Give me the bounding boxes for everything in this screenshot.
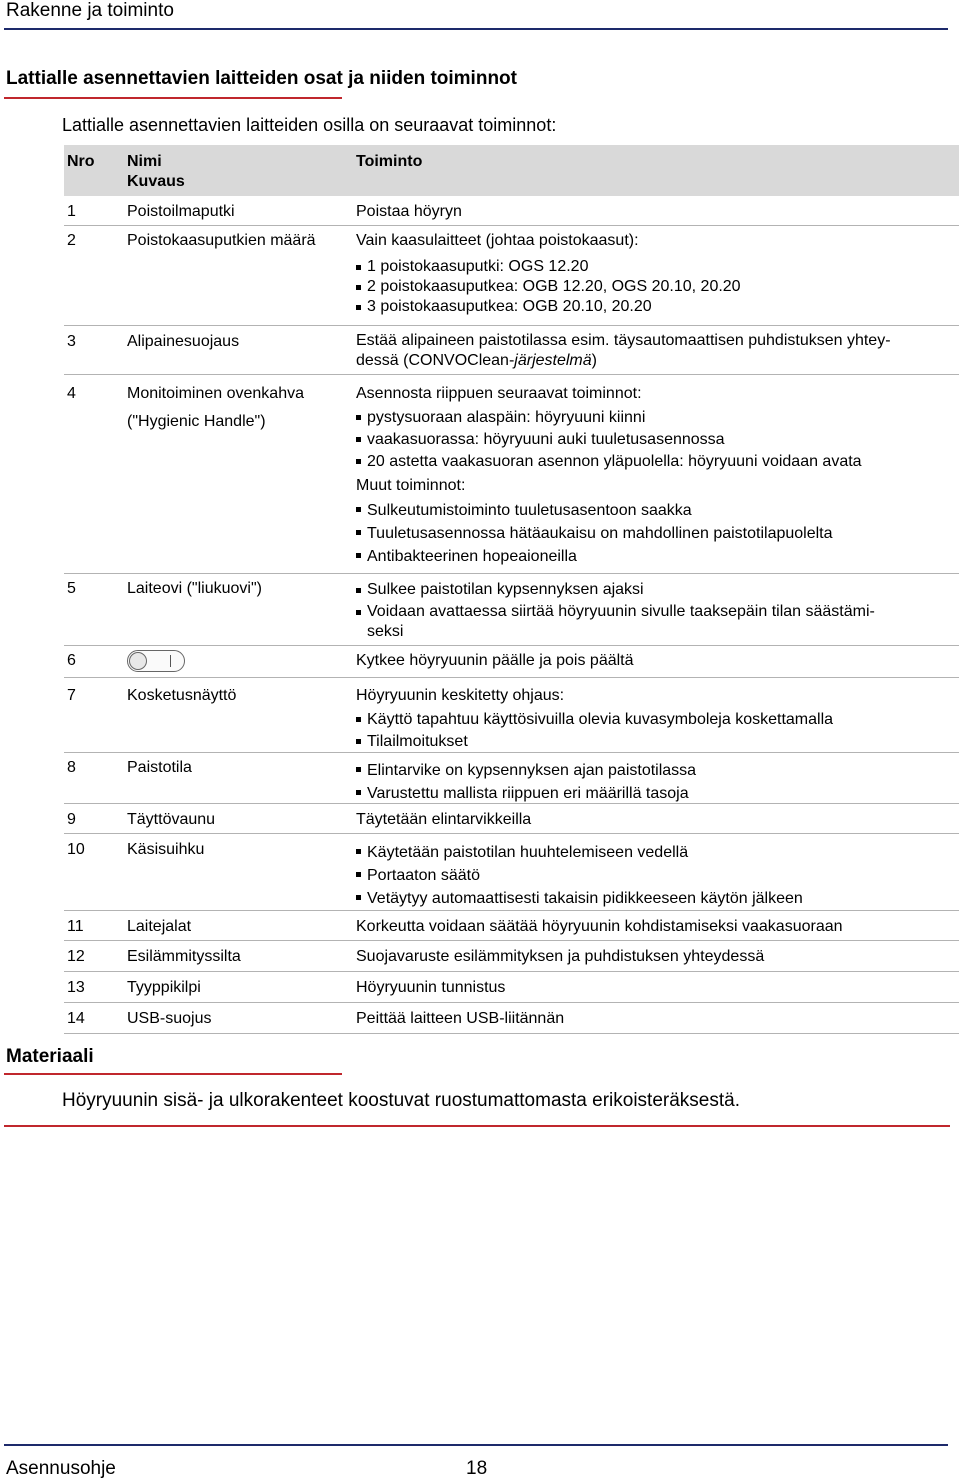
row-number: 14	[67, 1010, 85, 1027]
row-number: 1	[67, 203, 76, 220]
row-bullets	[356, 759, 696, 805]
function-line: Estää alipaineen paistotilassa esim. täysautomaattisen puhdistuksen yhtey-	[356, 332, 891, 349]
row-function: Asennosta riippuen seuraavat toiminnot:	[356, 385, 642, 402]
table-row	[64, 196, 959, 226]
row-bullets	[356, 580, 946, 642]
page-number: 18	[466, 1458, 488, 1479]
table-row	[64, 1003, 959, 1034]
row-number: 11	[67, 918, 84, 935]
section-title: Lattialle asennettavien laitteiden osat ja niiden toiminnot	[6, 68, 517, 89]
page-header-title: Rakenne ja toiminto	[6, 0, 174, 21]
row-function: Korkeutta voidaan säätää höyryuunin kohdistamiseksi vaakasuoraan	[356, 918, 843, 935]
row-function: Peittää laitteen USB-liitännän	[356, 1010, 565, 1027]
row-function: Kytkee höyryuunin päälle ja pois päältä	[356, 652, 634, 669]
row-name: Tyyppikilpi	[127, 979, 201, 996]
header-nro: Nro	[67, 153, 95, 170]
row-function: Poistaa höyryn	[356, 203, 462, 220]
row-function: Höyryuunin keskitetty ohjaus:	[356, 687, 565, 704]
bullet-item: 20 astetta vaakasuoran asennon yläpuolella: höyryuuni voidaan avata	[356, 451, 862, 473]
bullet-item: Voidaan avattaessa siirtää höyryuunin sivulle taaksepäin tilan säästämi-	[356, 602, 946, 622]
table-row	[64, 375, 959, 574]
table-row	[64, 804, 959, 834]
row-name: Käsisuihku	[127, 841, 205, 858]
bullet-item: Elintarvike on kypsennyksen ajan paistotilassa	[356, 759, 696, 782]
row-function: Suojavaruste esilämmityksen ja puhdistuksen yhteydessä	[356, 948, 765, 965]
row-number: 2	[67, 232, 76, 249]
footer-rule	[4, 1444, 948, 1446]
bullet-item: pystysuoraan alaspäin: höyryuuni kiinni	[356, 407, 862, 429]
row-name: Laiteovi ("liukuovi")	[127, 580, 262, 597]
row-function: Höyryuunin tunnistus	[356, 979, 506, 996]
row-name: Täyttövaunu	[127, 811, 216, 828]
row-number: 8	[67, 759, 76, 776]
components-table	[64, 145, 959, 1034]
materials-title-rule	[4, 1073, 342, 1075]
bullet-item: vaakasuorassa: höyryuuni auki tuuletusasennossa	[356, 429, 862, 451]
row-name: Paistotila	[127, 759, 192, 776]
row-icon	[127, 650, 185, 672]
footer-document-title: Asennusohje	[6, 1458, 116, 1479]
bullet-item: Käyttö tapahtuu käyttösivuilla olevia kuvasymboleja koskettamalla	[356, 709, 833, 731]
table-row	[64, 911, 959, 941]
row-number: 12	[67, 948, 85, 965]
row-number: 13	[67, 979, 85, 996]
bullet-item: Sulkee paistotilan kypsennyksen ajaksi	[356, 580, 946, 600]
materials-text: Höyryuunin sisä- ja ulkorakenteet koostuvat ruostumattomasta erikoisteräksestä.	[62, 1090, 740, 1111]
bullet-item: 3 poistokaasuputkea: OGB 20.10, 20.20	[356, 297, 741, 317]
bullet-item: 2 poistokaasuputkea: OGB 12.20, OGS 20.10, 20.20	[356, 277, 741, 297]
bullet-item: Portaaton säätö	[356, 864, 803, 887]
bullet-item-continuation: seksi	[367, 623, 404, 640]
header-name: Nimi	[127, 153, 162, 170]
section-intro: Lattialle asennettavien laitteiden osilla on seuraavat toiminnot:	[62, 115, 557, 135]
power-switch-icon	[127, 650, 185, 672]
row-function-secondary: Muut toiminnot:	[356, 477, 466, 494]
row-name: Poistoilmaputki	[127, 203, 235, 220]
table-row	[64, 941, 959, 972]
row-name: Laitejalat	[127, 918, 192, 935]
row-function: Vain kaasulaitteet (johtaa poistokaasut):	[356, 232, 639, 249]
table-row	[64, 834, 959, 911]
bullet-item: Tilailmoitukset	[356, 731, 833, 753]
function-line	[356, 351, 891, 371]
row-number: 10	[67, 841, 85, 858]
row-number: 3	[67, 333, 76, 350]
row-name: Monitoiminen ovenkahva	[127, 385, 304, 402]
function-text: )	[591, 352, 597, 369]
function-text-italic: järjestelmä	[514, 352, 592, 369]
bullet-item: Varustettu mallista riippuen eri määrillä tasoja	[356, 782, 696, 805]
row-bullets	[356, 257, 741, 317]
bullet-item: 1 poistokaasuputki: OGS 12.20	[356, 257, 741, 277]
row-number: 6	[67, 652, 76, 669]
row-number: 9	[67, 811, 76, 828]
row-function	[356, 331, 891, 371]
table-row	[64, 646, 959, 678]
bullet-item: Käytetään paistotilan huuhtelemiseen vedellä	[356, 841, 803, 864]
row-number: 5	[67, 580, 76, 597]
bullet-item: Tuuletusasennossa hätäaukaisu on mahdollinen paistotilapuolelta	[356, 522, 833, 545]
table-row	[64, 753, 959, 804]
table-row	[64, 226, 959, 326]
bullet-item: Antibakteerinen hopeaioneilla	[356, 545, 833, 568]
row-function: Täytetään elintarvikkeilla	[356, 811, 532, 828]
table-header-row	[64, 145, 959, 196]
header-description: Kuvaus	[127, 173, 185, 190]
row-name: Poistokaasuputkien määrä	[127, 232, 316, 249]
row-bullets	[356, 709, 833, 753]
row-number: 7	[67, 687, 76, 704]
materials-bottom-rule	[4, 1125, 950, 1127]
header-rule	[4, 28, 948, 30]
row-name: USB-suojus	[127, 1010, 212, 1027]
row-bullets	[356, 499, 833, 568]
row-number: 4	[67, 385, 76, 402]
materials-title: Materiaali	[6, 1046, 94, 1067]
row-name-secondary: ("Hygienic Handle")	[127, 413, 266, 430]
header-function: Toiminto	[356, 153, 423, 170]
section-title-rule	[4, 97, 342, 99]
table-row	[64, 972, 959, 1003]
table-row	[64, 326, 959, 375]
row-name: Kosketusnäyttö	[127, 687, 237, 704]
bullet-item: Sulkeutumistoiminto tuuletusasentoon saakka	[356, 499, 833, 522]
function-text: dessä (CONVOClean-	[356, 352, 515, 369]
row-bullets	[356, 407, 862, 473]
table-row	[64, 574, 959, 646]
table-row	[64, 678, 959, 753]
row-bullets	[356, 841, 803, 910]
row-name: Alipainesuojaus	[127, 333, 240, 350]
row-name: Esilämmityssilta	[127, 948, 241, 965]
bullet-item: Vetäytyy automaattisesti takaisin pidikkeeseen käytön jälkeen	[356, 887, 803, 910]
